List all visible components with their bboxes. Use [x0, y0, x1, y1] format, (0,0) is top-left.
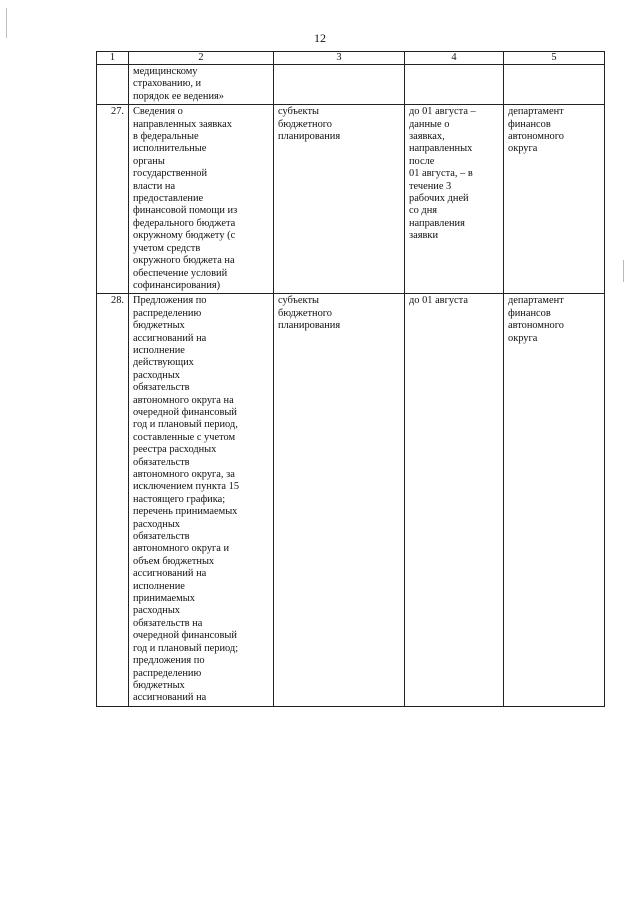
deadline-cell [405, 105, 504, 294]
recipient-cell [504, 294, 605, 706]
text-line: предложения по [133, 655, 205, 667]
text-line: федерального бюджета [133, 217, 236, 229]
text-line: расходных [133, 605, 181, 617]
text-line: после [409, 155, 435, 167]
text-line: исполнительные [133, 143, 207, 155]
text-line: бюджетных [133, 679, 185, 691]
text-line: бюджетного [278, 307, 332, 319]
text-line: до 01 августа [409, 295, 468, 307]
text-line: Предложения по [133, 295, 207, 307]
text-line: государственной [133, 168, 208, 180]
text-line: объем бюджетных [133, 555, 215, 567]
text-line: до 01 августа – [409, 106, 476, 118]
text-line: финансов [508, 307, 551, 319]
column-number: 3 [274, 52, 405, 65]
text-line: окружному бюджету (с [133, 230, 236, 242]
text-line: рабочих дней [409, 193, 469, 205]
text-line: власти на [133, 180, 176, 192]
text-line: обеспечение условий [133, 267, 228, 279]
recipient-cell [504, 105, 605, 294]
text-line: Сведения о [133, 106, 183, 118]
text-line: исполнение [133, 344, 185, 356]
text-line: течение 3 [409, 180, 452, 192]
column-number: 1 [97, 52, 129, 65]
text-line: финансовой помощи из [133, 205, 238, 217]
text-line: составленные с учетом [133, 431, 236, 443]
text-line: исключением пункта 15 [133, 481, 240, 493]
text-line: настоящего графика; [133, 493, 226, 505]
table-row [97, 105, 605, 294]
text-line: порядок ее ведения» [133, 90, 224, 102]
text-line: в федеральные [133, 131, 199, 143]
text-line: автономного округа, за [133, 469, 235, 480]
text-line: действующих [133, 357, 194, 369]
text-line: округа [508, 143, 538, 155]
text-line: направленных заявках [133, 118, 232, 130]
text-line: год и плановый период; [133, 642, 239, 654]
text-line: медицинскому [133, 66, 198, 77]
text-line: органы [133, 155, 165, 167]
deadline-cell [405, 294, 504, 706]
text-line: округа [508, 332, 538, 344]
text-line: автономного [508, 131, 564, 143]
scan-edge-mark [623, 260, 624, 282]
deadline-cell [405, 65, 504, 105]
text-line: заявки [409, 230, 439, 242]
text-line: очередной финансовый [133, 630, 237, 642]
text-line: исполнение [133, 580, 185, 592]
table-row [97, 65, 605, 105]
text-line: заявках, [409, 131, 445, 143]
text-line: софинансирования) [133, 279, 221, 291]
text-line: расходных [133, 369, 181, 381]
text-line: ассигнований на [133, 332, 207, 344]
text-line: бюджетного [278, 118, 332, 130]
text-line: предоставление [133, 193, 204, 205]
column-number-row [97, 52, 605, 65]
text-line: данные о [409, 118, 450, 130]
text-line: очередной финансовый [133, 406, 237, 418]
column-number: 2 [129, 52, 274, 65]
text-line: распределению [133, 667, 202, 679]
text-line: обязательств на [133, 617, 203, 629]
item-description-cell [129, 65, 274, 105]
table-row [97, 294, 605, 706]
text-line: принимаемых [133, 593, 195, 605]
text-line: направленных [409, 143, 473, 155]
text-line: перечень принимаемых [133, 506, 238, 518]
text-line: субъекты [278, 295, 319, 307]
text-line: планирования [278, 131, 341, 143]
text-line: реестра расходных [133, 444, 217, 456]
responsible-party-cell [274, 65, 405, 105]
text-line: 01 августа, – в [409, 168, 473, 180]
text-line: бюджетных [133, 320, 185, 332]
row-number: 27. [97, 105, 129, 294]
page-number: 12 [314, 31, 326, 45]
text-line: год и плановый период, [133, 419, 238, 431]
text-line: учетом средств [133, 242, 201, 254]
text-line: распределению [133, 307, 202, 319]
responsible-party-cell [274, 105, 405, 294]
text-line: департамент [508, 295, 564, 307]
column-number: 5 [504, 52, 605, 65]
item-description-cell [129, 294, 274, 706]
text-line: автономного округа и [133, 543, 230, 555]
text-line: обязательств [133, 382, 190, 394]
column-number: 4 [405, 52, 504, 65]
schedule-table [96, 51, 605, 707]
text-line: страхованию, и [133, 78, 202, 90]
responsible-party-cell [274, 294, 405, 706]
item-description-cell [129, 105, 274, 294]
recipient-cell [504, 65, 605, 105]
text-line: автономного округа на [133, 394, 234, 406]
text-line: направления [409, 217, 465, 229]
text-line: планирования [278, 320, 341, 332]
row-number: 28. [97, 294, 129, 706]
text-line: расходных [133, 518, 181, 530]
text-line: обязательств [133, 456, 190, 468]
text-line: автономного [508, 320, 564, 332]
text-line: ассигнований на [133, 692, 207, 704]
text-line: ассигнований на [133, 568, 207, 580]
text-line: окружного бюджета на [133, 255, 235, 267]
text-line: департамент [508, 106, 564, 118]
text-line: обязательств [133, 531, 190, 543]
text-line: со дня [409, 205, 438, 217]
row-number [97, 65, 129, 105]
text-line: субъекты [278, 106, 319, 118]
text-line: финансов [508, 118, 551, 130]
